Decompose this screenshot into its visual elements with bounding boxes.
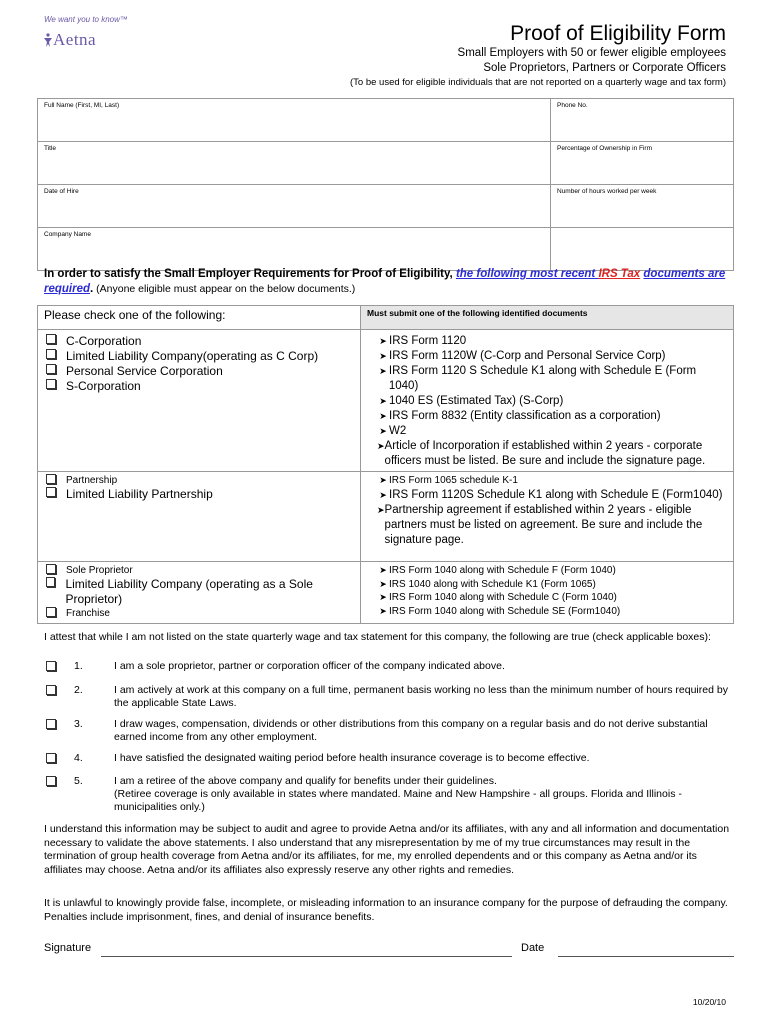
- list-item: ➤ IRS Form 1120W (C-Corp and Personal Service Corp): [377, 349, 725, 364]
- attest-text-5b: (Retiree coverage is only available in states where mandated. Maine and New Hampshire - all groups. Florida and Illinois - municipalities only.): [114, 788, 682, 813]
- attest-text-5: [114, 775, 734, 814]
- audit-paragraph: I understand this information may be subject to audit and agree to provide Aetna and/or its affiliates, with any and all information and documentation necessary to validate the above statements. I also understand that any misrepresentation by me of my true circumstances may result in the termination of group health coverage from Aetna and/or its affiliates, for me, my enrolled dependents and or this company as Aetna and/or its affiliates may choose. Aetna and/or its affiliates also expressly reserve any other rights and remedies.: [44, 823, 730, 876]
- arrow-bullet-icon: ➤: [377, 504, 385, 515]
- checkbox-llc-sole[interactable]: [46, 577, 55, 587]
- req-highlight-1: the following most recent: [455, 268, 599, 280]
- form-title: Proof of Eligibility Form: [510, 22, 726, 45]
- arrow-bullet-icon: ➤: [379, 426, 387, 436]
- attest-checkbox-4[interactable]: [46, 753, 56, 763]
- group1-options: [38, 330, 361, 472]
- arrow-bullet-icon: ➤: [379, 565, 387, 575]
- list-item: ➤ IRS Form 1065 schedule K-1: [377, 474, 725, 488]
- left-header: Please check one of the following:: [38, 306, 361, 330]
- option-partnership: Partnership: [66, 475, 118, 486]
- checkbox-partnership[interactable]: [46, 474, 56, 484]
- date-line[interactable]: [558, 955, 734, 957]
- option-llc-sole: Limited Liability Company (operating as a Sole Proprietor): [65, 577, 313, 606]
- fraud-paragraph: It is unlawful to knowingly provide false, incomplete, or misleading information to an insurance company for the purpose of defrauding the company. Penalties include imprisonment, fines, and denial of insurance benefits.: [44, 897, 728, 923]
- attest-checkbox-1[interactable]: [46, 661, 56, 671]
- ownership-field[interactable]: [551, 142, 734, 185]
- list-item: ➤ IRS Form 1040 along with Schedule C (Form 1040): [377, 591, 725, 605]
- attest-item-4: [44, 752, 734, 765]
- req-irs: IRS Tax: [598, 268, 641, 280]
- option-s-corp: S-Corporation: [66, 379, 141, 393]
- aetna-logo: [44, 30, 96, 50]
- option-sole-proprietor: Sole Proprietor: [66, 565, 133, 576]
- list-item: ➤ IRS Form 1040 along with Schedule F (Form 1040): [377, 564, 725, 578]
- arrow-bullet-icon: ➤: [379, 475, 387, 485]
- attest-num-3: 3.: [74, 718, 83, 730]
- list-item: ➤ 1040 ES (Estimated Tax) (S-Corp): [377, 394, 725, 409]
- option-llc-c-corp: Limited Liability Company(operating as C Corp): [66, 349, 319, 363]
- signature-label: Signature: [44, 942, 92, 954]
- checkbox-c-corp[interactable]: [46, 334, 56, 344]
- hours-label: Number of hours worked per week: [557, 188, 657, 195]
- entity-documents-table: [37, 305, 734, 624]
- list-item: ➤ IRS Form 1120 S Schedule K1 along with Schedule E (Form 1040): [377, 364, 725, 394]
- req-highlight-2: documents are required: [44, 268, 726, 295]
- phone-field[interactable]: [551, 99, 734, 142]
- checkbox-llp[interactable]: [46, 487, 56, 497]
- attest-item-2: [44, 684, 734, 710]
- person-logo-icon: [44, 33, 52, 47]
- arrow-bullet-icon: ➤: [379, 336, 387, 346]
- logo-tagline: We want you to know™: [44, 15, 128, 24]
- arrow-bullet-icon: ➤: [377, 441, 385, 451]
- req-lead: In order to satisfy the Small Employer Requirements for Proof of Eligibility,: [44, 268, 456, 280]
- list-item: ➤ Partnership agreement if established within 2 years - eligible partners must be listed on agreement. Be sure and include the signature page.: [377, 503, 703, 546]
- list-item: ➤ IRS Form 1120: [377, 334, 725, 349]
- option-franchise: Franchise: [66, 608, 110, 619]
- option-personal-service: Personal Service Corporation: [66, 364, 223, 378]
- title-field[interactable]: [38, 142, 551, 185]
- attest-num-5: 5.: [74, 775, 83, 787]
- title-label: Title: [44, 145, 57, 152]
- list-item: ➤ Article of Incorporation if established within 2 years - corporate officers must be listed. Be sure and include the signature page.: [377, 440, 706, 467]
- attest-checkbox-3[interactable]: [46, 719, 56, 729]
- attest-intro: I attest that while I am not listed on the state quarterly wage and tax statement for this company, the following are true (check applicable boxes):: [44, 631, 711, 643]
- list-item: ➤ W2: [377, 424, 725, 439]
- attest-text-1: I am a sole proprietor, partner or corporation officer of the company indicated above.: [114, 660, 505, 672]
- checkbox-franchise[interactable]: [46, 607, 56, 617]
- full-name-field[interactable]: [38, 99, 551, 142]
- company-name-label: Company Name: [44, 231, 91, 238]
- attest-checkbox-5[interactable]: [46, 776, 56, 786]
- group3-options: [38, 562, 361, 624]
- list-item: ➤ IRS Form 1120S Schedule K1 along with Schedule E (Form1040): [377, 488, 725, 503]
- date-of-hire-field[interactable]: [38, 185, 551, 228]
- attest-text-2: I am actively at work at this company on a full time, permanent basis working no less than the minimum number of hours required by the applicable State Laws.: [114, 684, 728, 709]
- attest-item-5: [44, 775, 734, 814]
- ownership-label: Percentage of Ownership in Firm: [557, 145, 653, 152]
- subtitle-2: Sole Proprietors, Partners or Corporate Officers: [483, 62, 726, 74]
- arrow-bullet-icon: ➤: [379, 605, 387, 616]
- company-name-field[interactable]: [38, 228, 551, 271]
- attest-item-3: [44, 718, 734, 744]
- arrow-bullet-icon: ➤: [379, 396, 387, 406]
- logo-text: Aetna: [53, 30, 97, 49]
- date-label: Date: [521, 942, 545, 954]
- date-of-hire-label: Date of Hire: [44, 188, 79, 195]
- req-period: .: [90, 283, 94, 295]
- attest-checkbox-2[interactable]: [46, 685, 56, 695]
- checkbox-s-corp[interactable]: [46, 379, 56, 389]
- form-version: 10/20/10: [692, 997, 726, 1007]
- list-item: ➤ IRS Form 1040 along with Schedule SE (Form1040): [377, 605, 725, 619]
- arrow-bullet-icon: ➤: [379, 489, 387, 500]
- req-note: (Anyone eligible must appear on the below documents.): [93, 283, 356, 295]
- subtitle-3: (To be used for eligible individuals that are not reported on a quarterly wage and tax form): [350, 77, 726, 88]
- attest-num-1: 1.: [74, 660, 83, 672]
- empty-cell: [551, 228, 734, 271]
- arrow-bullet-icon: ➤: [379, 578, 387, 589]
- requirements-text: [44, 267, 734, 297]
- attest-text-4: I have satisfied the designated waiting period before health insurance coverage is to become effective.: [114, 752, 590, 764]
- subtitle-1: Small Employers with 50 or fewer eligible employees: [457, 47, 726, 59]
- attest-item-1: [44, 660, 734, 673]
- group2-documents: [361, 472, 734, 562]
- hours-field[interactable]: [551, 185, 734, 228]
- checkbox-sole-proprietor[interactable]: [46, 564, 56, 574]
- option-c-corp: C-Corporation: [66, 334, 142, 348]
- checkbox-llc-c-corp[interactable]: [46, 349, 56, 359]
- arrow-bullet-icon: ➤: [379, 592, 387, 602]
- arrow-bullet-icon: ➤: [379, 351, 387, 361]
- group2-options: [38, 472, 361, 562]
- applicant-info-table: [37, 98, 734, 271]
- option-llp: Limited Liability Partnership: [66, 487, 213, 501]
- phone-label: Phone No.: [557, 102, 588, 109]
- full-name-label: Full Name (First, MI, Last): [44, 102, 120, 109]
- list-item: ➤ IRS Form 8832 (Entity classification as a corporation): [377, 409, 725, 424]
- checkbox-personal-service[interactable]: [46, 364, 56, 374]
- arrow-bullet-icon: ➤: [379, 411, 387, 421]
- signature-line[interactable]: [101, 955, 512, 957]
- group1-documents: [361, 330, 734, 472]
- attest-text-5a: I am a retiree of the above company and qualify for benefits under their guidelines.: [114, 775, 497, 787]
- right-header: Must submit one of the following identified documents: [361, 306, 734, 330]
- attest-text-3: I draw wages, compensation, dividends or other distributions from this company on a regular basis and do not derive substantial earned income from any other employment.: [114, 718, 708, 743]
- attest-num-2: 2.: [74, 684, 83, 696]
- arrow-bullet-icon: ➤: [379, 366, 387, 376]
- attest-num-4: 4.: [74, 752, 83, 764]
- list-item: ➤ IRS 1040 along with Schedule K1 (Form 1065): [377, 578, 725, 592]
- group3-documents: [361, 562, 734, 624]
